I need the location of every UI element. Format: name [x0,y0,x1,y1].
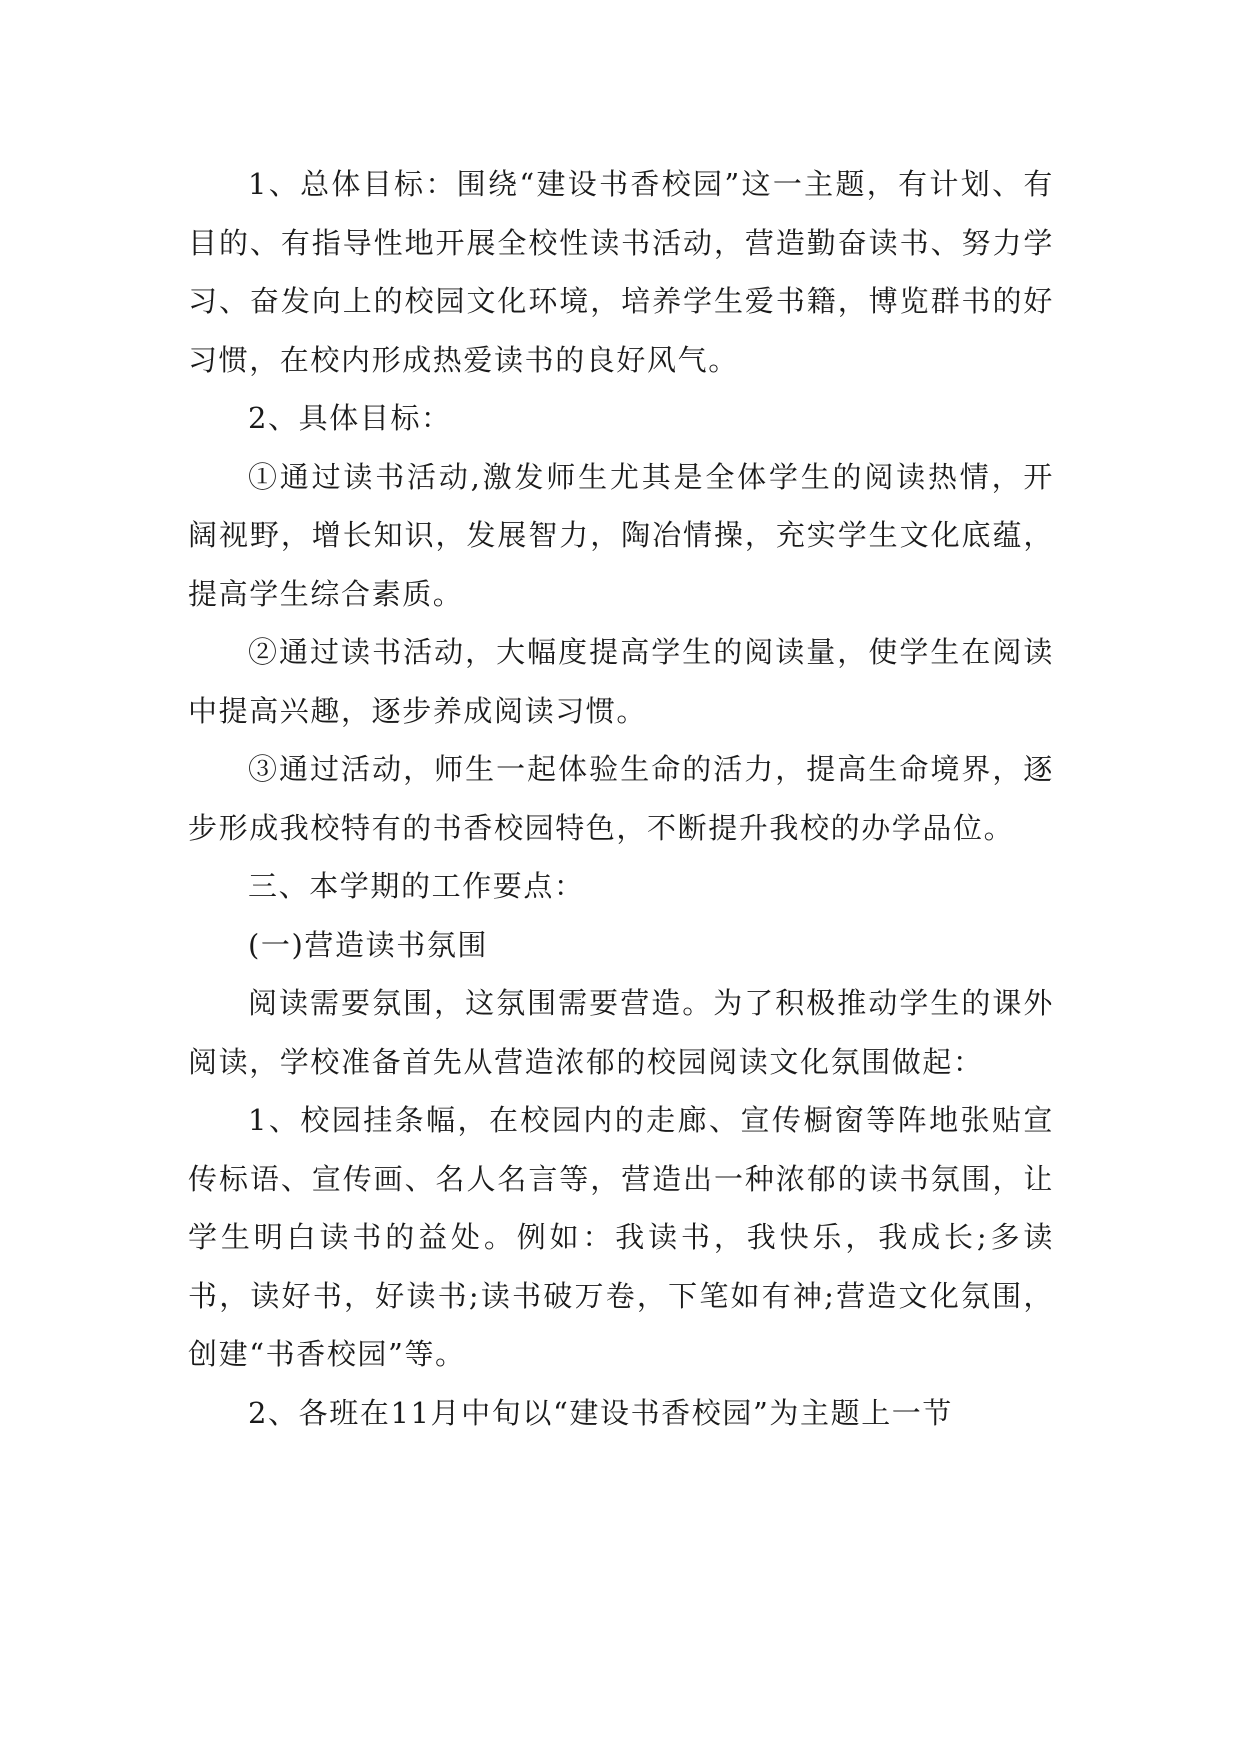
paragraph-specific-goals-heading: 2、具体目标： [248,401,452,435]
paragraph-atmosphere-intro: 阅读需要氛围，这氛围需要营造。为了积极推动学生的课外阅读，学校准备首先从营造浓郁的校园阅读文化氛围做起： [188,986,1054,1079]
paragraph-goal-3: ③通过活动，师生一起体验生命的活力，提高生命境界，逐步形成我校特有的书香校园特色，不断提升我校的办学品位。 [188,752,1054,845]
document-body [188,155,1054,1442]
paragraph-goal-2: ②通过读书活动，大幅度提高学生的阅读量，使学生在阅读中提高兴趣，逐步养成阅读习惯。 [188,635,1054,728]
paragraph-campus-banners: 1、校园挂条幅，在校园内的走廊、宣传橱窗等阵地张贴宣传标语、宣传画、名人名言等，营造出一种浓郁的读书氛围，让学生明白读书的益处。例如：我读书，我快乐，我成长;多读书，读好书，好读书;读书破万卷，下笔如有神;营造文化氛围，创建“书香校园”等。 [188,1103,1054,1371]
subsection-heading-reading-atmosphere: (一)营造读书氛围 [248,927,489,962]
paragraph-goal-1: ①通过读书活动,激发师生尤其是全体学生的阅读热情，开阔视野，增长知识，发展智力，陶冶情操，充实学生文化底蕴，提高学生综合素质。 [188,459,1054,611]
paragraph-class-theme-lesson: 2、各班在11月中旬以“建设书香校园”为主题上一节 [248,1395,954,1430]
paragraph-overall-goal: 1、总体目标：围绕“建设书香校园”这一主题，有计划、有目的、有指导性地开展全校性读书活动，营造勤奋读书、努力学习、奋发向上的校园文化环境，培养学生爱书籍，博览群书的好习惯，在校内形成热爱读书的良好风气。 [188,167,1054,377]
section-heading-work-points: 三、本学期的工作要点： [248,869,585,903]
